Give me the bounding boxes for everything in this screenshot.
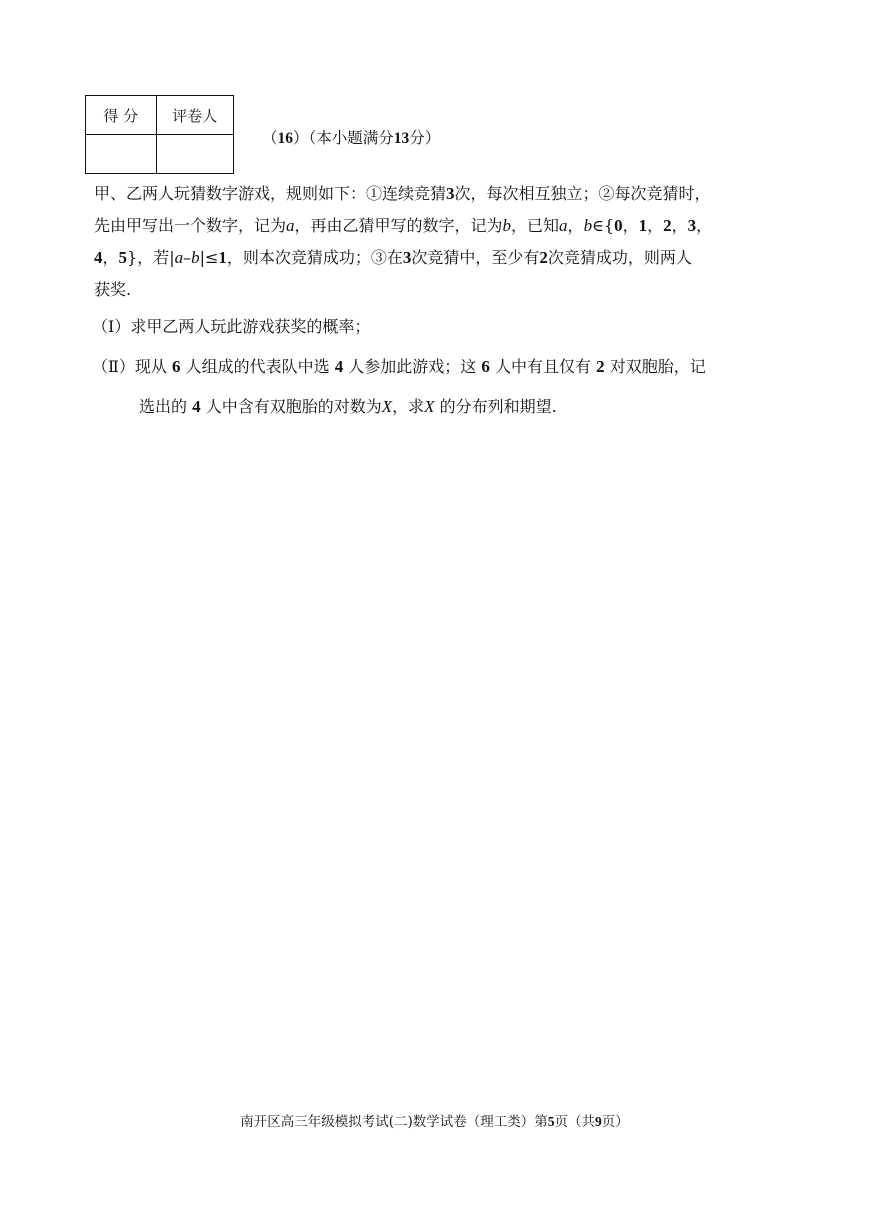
points-prefix: 本小题满分	[316, 129, 394, 147]
problem-line-1: 甲、乙两人玩猜数字游戏，规则如下：①连续竞猜3次，每次相互独立；②每次竞猜时，	[94, 184, 711, 203]
score-header: 得 分	[86, 96, 157, 135]
grader-cell[interactable]	[156, 135, 233, 174]
part-1-label: （Ⅰ）	[92, 317, 131, 336]
part-2-line-2: 选出的 4 人中含有双胞胎的对数为X，求X 的分布列和期望.	[139, 397, 557, 416]
part-2-line-1: （Ⅱ）现从 6 人组成的代表队中选 4 人参加此游戏；这 6 人中有且仅有 2 对双胞胎，记	[92, 357, 706, 376]
part-2-label: （Ⅱ）	[92, 357, 135, 376]
page-footer: 南开区高三年级模拟考试(二)数学试卷（理工类）第5页（共9页）	[240, 1114, 629, 1130]
problem-line-3: 4，5}，若|a–b|≤1，则本次竞猜成功；③在3次竞猜中，至少有2次竞猜成功，则两人	[94, 248, 692, 267]
points-unit: 分	[409, 129, 425, 147]
score-cell[interactable]	[86, 135, 157, 174]
grader-header: 评卷人	[156, 96, 233, 135]
total-pages: 9	[595, 1114, 602, 1129]
points-value: 13	[393, 130, 410, 147]
part-1	[92, 314, 776, 337]
problem-line-4: 获奖.	[94, 280, 132, 299]
page-number: 5	[547, 1114, 555, 1129]
part-1-text: 求甲乙两人玩此游戏获奖的概率；	[130, 317, 371, 336]
question-heading: （16）（本小题满分13分）	[262, 129, 441, 147]
problem-line-2: 先由甲写出一个数字，记为a，再由乙猜甲写的数字，记为b，已知a，b∈{0，1，2，3，	[94, 216, 713, 235]
question-number: 16	[277, 130, 294, 147]
score-table	[85, 95, 234, 174]
